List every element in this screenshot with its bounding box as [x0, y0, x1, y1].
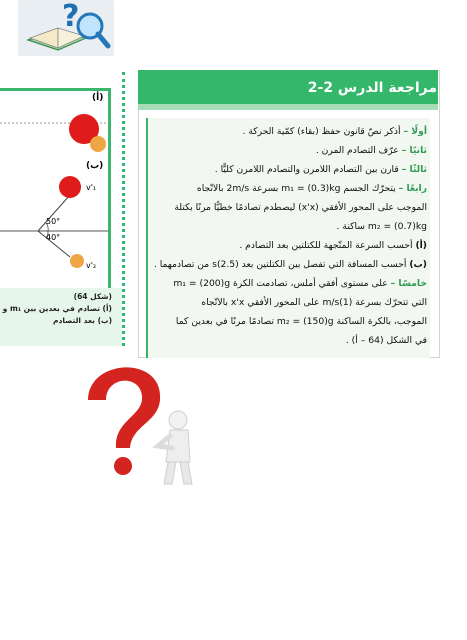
review-item-1: أولًا – أذكر نصّ قانون حفظ (بقاء) كمّية الحركة . — [242, 126, 427, 137]
velocity-v1-label: v'₁ — [86, 183, 97, 192]
velocity-v2-label: v'₂ — [86, 261, 97, 270]
angle-40-label: 40° — [46, 233, 61, 242]
figure-caption — [0, 288, 122, 346]
ball-m2-after — [70, 254, 84, 268]
review-item-5b: التي تتحرّك بسرعة (1)m/s على المحور الأفقي x'x بالاتّجاه — [201, 297, 427, 308]
figure-frame — [0, 88, 111, 292]
review-item-5c: الموجب، بالكرة الساكنة m₂ = (150)g تصادمًا مرنًا في بعدين كما — [175, 316, 427, 327]
review-title: مراجعة الدرس 2-2 — [307, 80, 437, 96]
figure-label-b: (ب) — [86, 161, 104, 171]
question-mark-figure-icon — [60, 350, 210, 490]
review-item-5d: في الشكل (64 – أ) . — [345, 335, 427, 346]
book-search-icon — [18, 0, 114, 56]
review-item-4c: m₂ = (0.7)kg ساكنة . — [336, 221, 427, 232]
review-header-shade — [138, 104, 438, 110]
review-item-4b: الموجب على المحور الأفقي (x'x) ليصطدم تصادمًا خطيًّا مرنًا بكتلة — [174, 202, 427, 213]
figure-label-a: (أ) — [92, 93, 104, 103]
ball-m2-before — [90, 136, 106, 152]
caption-title: (شكل 64) — [73, 292, 112, 301]
review-item-4-a: (أ) أحسب السرعة المتّجهة للكتلتين بعد التصادم . — [239, 240, 427, 251]
review-item-3: ثالثًا – قارن بين التصادم اللامرن والتصادم اللامرن كليًّا . — [214, 164, 427, 175]
review-item-5: خامسًا – على مستوى أفقي أملس، تصادمت الكرة m₁ = (200)g — [173, 278, 427, 289]
ball-m1-after — [59, 176, 81, 198]
review-item-2: ثانيًا – عرّف التصادم المرن . — [315, 145, 427, 156]
review-item-4: رابعًا – يتحرّك الجسم m₁ = (0.3)kg بسرعة 2m/s بالاتّجاه — [196, 183, 427, 194]
review-item-4-b: (ب) أحسب المسافة التي تفصل بين الكتلتين بعد (2.5)s من تصادمهما . — [153, 259, 427, 270]
caption-b: (ب) بعد التصادم — [53, 316, 112, 325]
angle-50-label: 50° — [46, 217, 61, 226]
caption-a: (أ) تصادم في بعدين بين m₁ و — [2, 304, 112, 313]
svg-text:?: ? — [62, 0, 80, 34]
